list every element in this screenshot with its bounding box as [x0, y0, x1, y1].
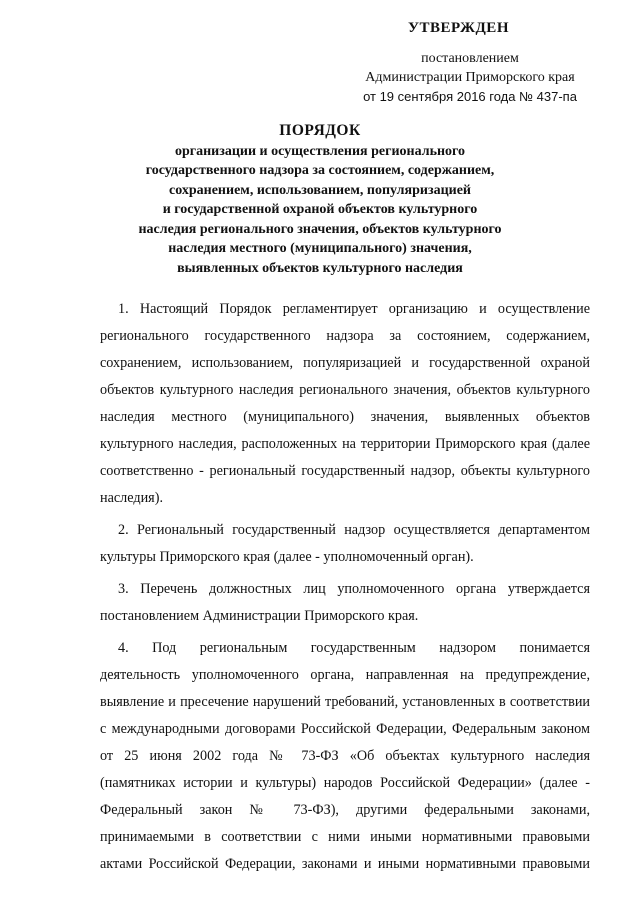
text-line: наследия местного (муниципального) значения, выявленных объектов	[100, 409, 590, 425]
text-line: (памятниках истории и культуры) народов Российской Федерации» (далее -	[100, 775, 590, 791]
text-line: 2. Региональный государственный надзор осуществляется департаментом	[118, 522, 590, 538]
title-line: государственного надзора за состоянием, содержанием,	[145, 163, 495, 178]
text-line: 3. Перечень должностных лиц уполномоченного органа утверждается	[118, 581, 590, 597]
paragraph-1	[100, 296, 590, 512]
text-line: с международными договорами Российской Федерации, Федеральным законом	[100, 721, 590, 737]
title-heading: ПОРЯДОК	[279, 122, 361, 139]
text-line: наследия).	[100, 490, 163, 506]
paragraph-4	[100, 635, 590, 878]
title-line: выявленных объектов культурного наследия	[177, 260, 463, 276]
title-line: и государственной охраной объектов культурного	[162, 202, 478, 217]
text-line: сохранением, использованием, популяризацией и государственной охраной	[100, 355, 590, 371]
decree-line: постановлением	[421, 51, 519, 66]
text-line: актами Российской Федерации, законами и иными нормативными правовыми	[100, 856, 590, 872]
title-line: сохранением, использованием, популяризацией	[169, 182, 471, 198]
text-line: культуры Приморского края (далее - уполномоченный орган).	[100, 549, 474, 565]
text-line: принимаемыми в соответствии с ними иными нормативными правовыми	[100, 829, 590, 845]
text-line: деятельность уполномоченного органа, направленная на предупреждение,	[100, 667, 590, 683]
title-line: наследия регионального значения, объектов культурного	[138, 221, 502, 237]
paragraph-2	[100, 517, 590, 571]
text-line: регионального государственного надзора за состоянием, содержанием,	[100, 328, 590, 344]
text-line: соответственно - региональный государственный надзор, объекты культурного	[100, 463, 590, 479]
approval-stamp: УТВЕРЖДЕН	[408, 20, 509, 36]
paragraph-3	[100, 576, 590, 630]
text-line: культурного наследия, расположенных на территории Приморского края (далее	[100, 436, 590, 452]
text-line: 1. Настоящий Порядок регламентирует организацию и осуществление	[118, 301, 590, 317]
text-line: объектов культурного наследия регионального значения, объектов культурного	[100, 382, 590, 398]
document-title	[60, 121, 580, 278]
text-line: постановлением Администрации Приморского края.	[100, 608, 419, 624]
text-line: от 25 июня 2002 года № 73-ФЗ «Об объектах культурного наследия	[100, 748, 590, 764]
document-body	[100, 296, 590, 883]
decree-line: Администрации Приморского края	[365, 70, 575, 85]
decree-date-line: от 19 сентября 2016 года № 437-па	[363, 89, 577, 104]
text-line: Федеральный закон № 73-ФЗ), другими федеральными законами,	[100, 802, 590, 818]
decree-reference	[340, 49, 600, 106]
text-line: 4. Под региональным государственным надзором понимается	[118, 640, 590, 656]
title-line: наследия местного (муниципального) значения,	[168, 241, 472, 256]
text-line: выявление и пресечение нарушений требований, установленных в соответствии	[100, 694, 590, 710]
title-line: организации и осуществления регионального	[174, 143, 466, 159]
